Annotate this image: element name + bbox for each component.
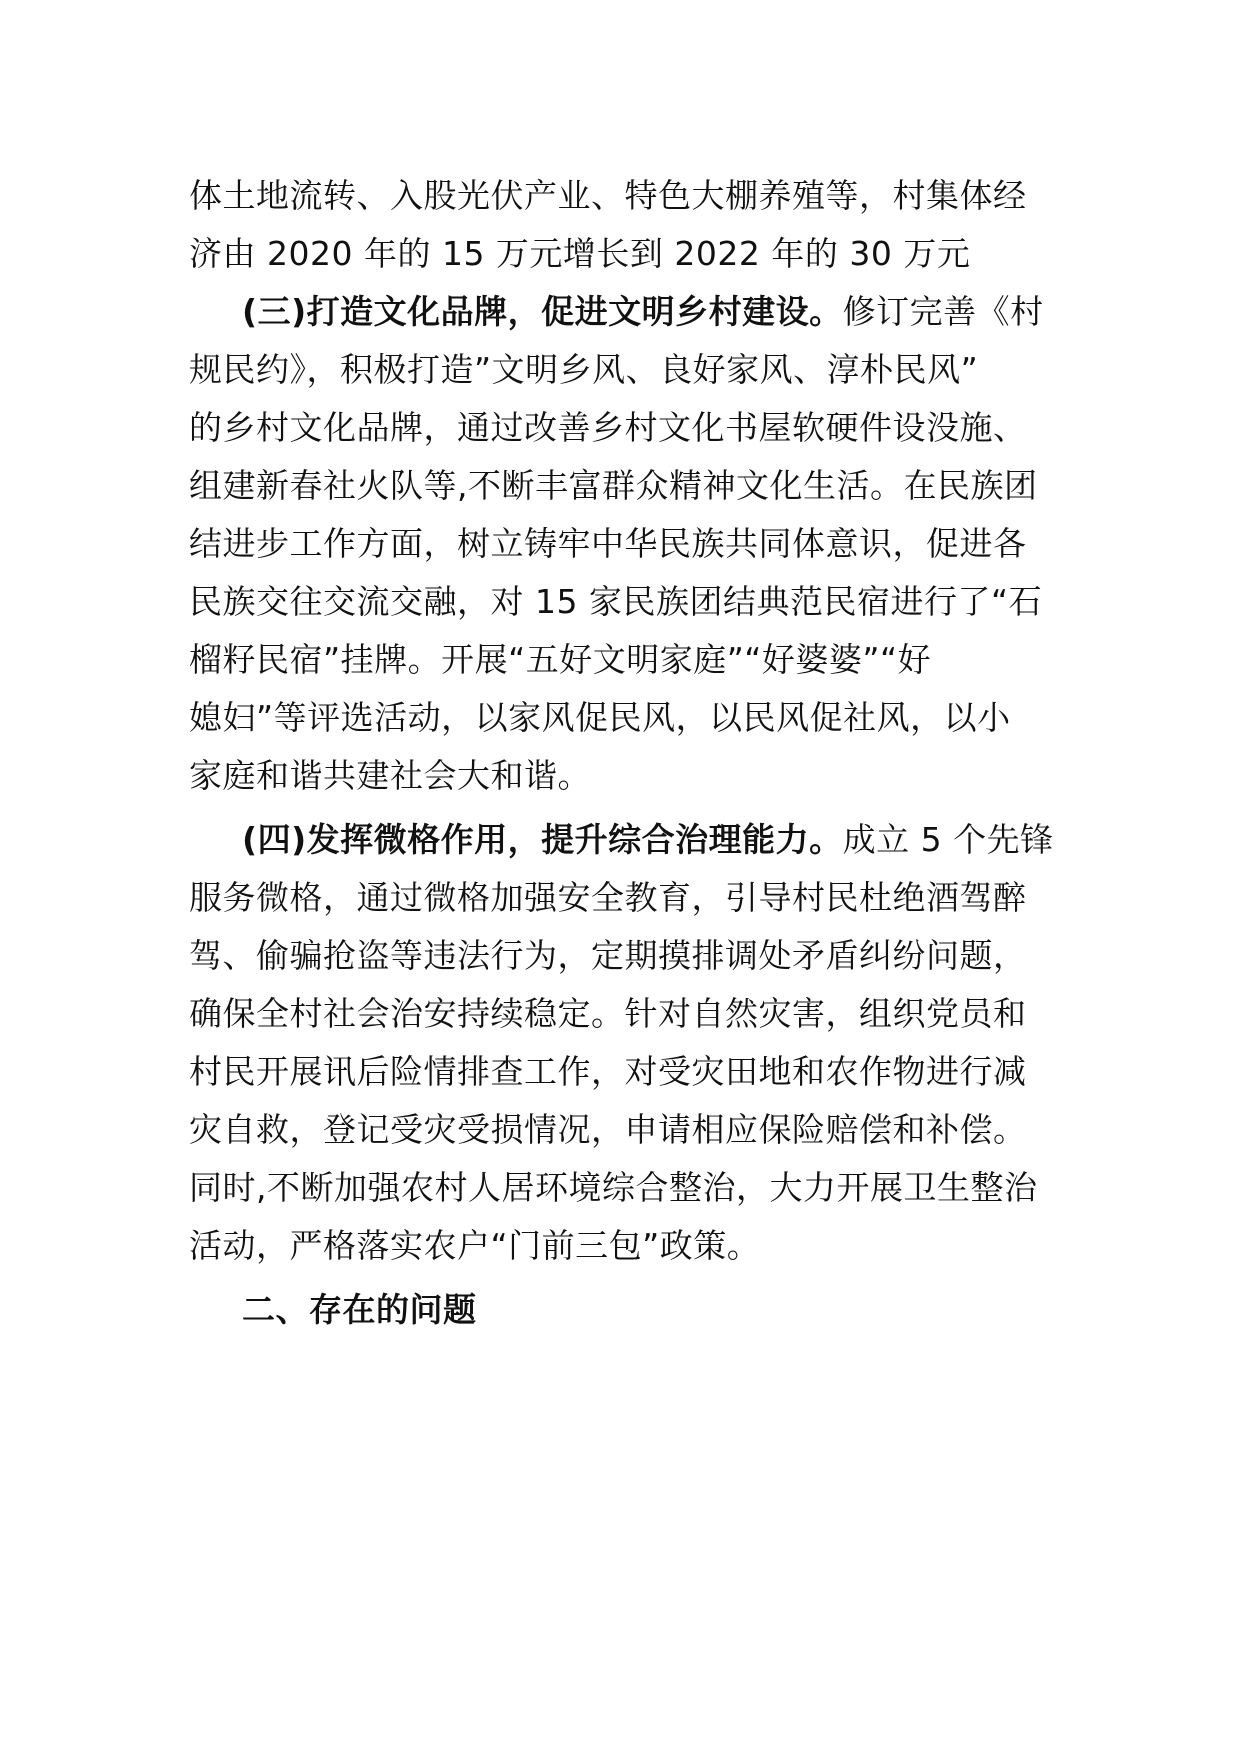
paragraph-line: 的乡村文化品牌，通过改善乡村文化书屋软硬件设没施、 xyxy=(189,408,1027,447)
paragraph-text: 修订完善《村 xyxy=(842,292,1044,331)
paragraph-line: 活动，严格落实农户“门前三包”政策。 xyxy=(189,1226,761,1265)
paragraph-line: 同时,不断加强农村人居环境综合整治，大力开展卫生整治 xyxy=(189,1168,1038,1207)
paragraph-line: 驾、偷骗抢盗等违法行为，定期摸排调处矛盾纠纷问题， xyxy=(189,936,1027,975)
section-heading-problems: 二、存在的问题 xyxy=(242,1290,477,1329)
paragraph-line: 灾自救，登记受灾受损情况，申请相应保险赔偿和补偿。 xyxy=(189,1110,1027,1149)
paragraph-line: 结进步工作方面，树立铸牢中华民族共同体意识，促进各 xyxy=(189,524,1027,563)
paragraph-line: 民族交往交流交融，对 15 家民族团结典范民宿进行了“石 xyxy=(189,582,1043,621)
paragraph-line: 村民开展讯后险情排查工作，对受灾田地和农作物进行减 xyxy=(189,1052,1027,1091)
paragraph-line: 体土地流转、入股光伏产业、特色大棚养殖等，村集体经 xyxy=(189,176,1027,215)
paragraph-line: 济由 2020 年的 15 万元增长到 2022 年的 30 万元 xyxy=(189,234,971,273)
paragraph-text: 成立 5 个先锋 xyxy=(842,820,1054,859)
paragraph-line: 服务微格，通过微格加强安全教育，引导村民杜绝酒驾醉 xyxy=(189,878,1027,917)
paragraph-line: 确保全村社会治安持续稳定。针对自然灾害，组织党员和 xyxy=(189,994,1027,1033)
section-three-line xyxy=(242,292,1122,332)
paragraph-line: 榴籽民宿”挂牌。开展“五好文明家庭”“好婆婆”“好 xyxy=(189,640,932,679)
section-four-line xyxy=(242,820,1122,860)
section-three-heading: (三)打造文化品牌，促进文明乡村建设。 xyxy=(242,292,843,331)
paragraph-line: 媳妇”等评选活动，以家风促民风，以民风促社风，以小 xyxy=(189,698,1011,737)
section-four-heading: (四)发挥微格作用，提升综合治理能力。 xyxy=(242,820,843,859)
paragraph-line: 规民约》，积极打造”文明乡风、良好家风、淳朴民风” xyxy=(189,350,979,389)
paragraph-line: 组建新春社火队等,不断丰富群众精神文化生活。在民族团 xyxy=(189,466,1038,505)
paragraph-line: 家庭和谐共建社会大和谐。 xyxy=(189,756,591,795)
